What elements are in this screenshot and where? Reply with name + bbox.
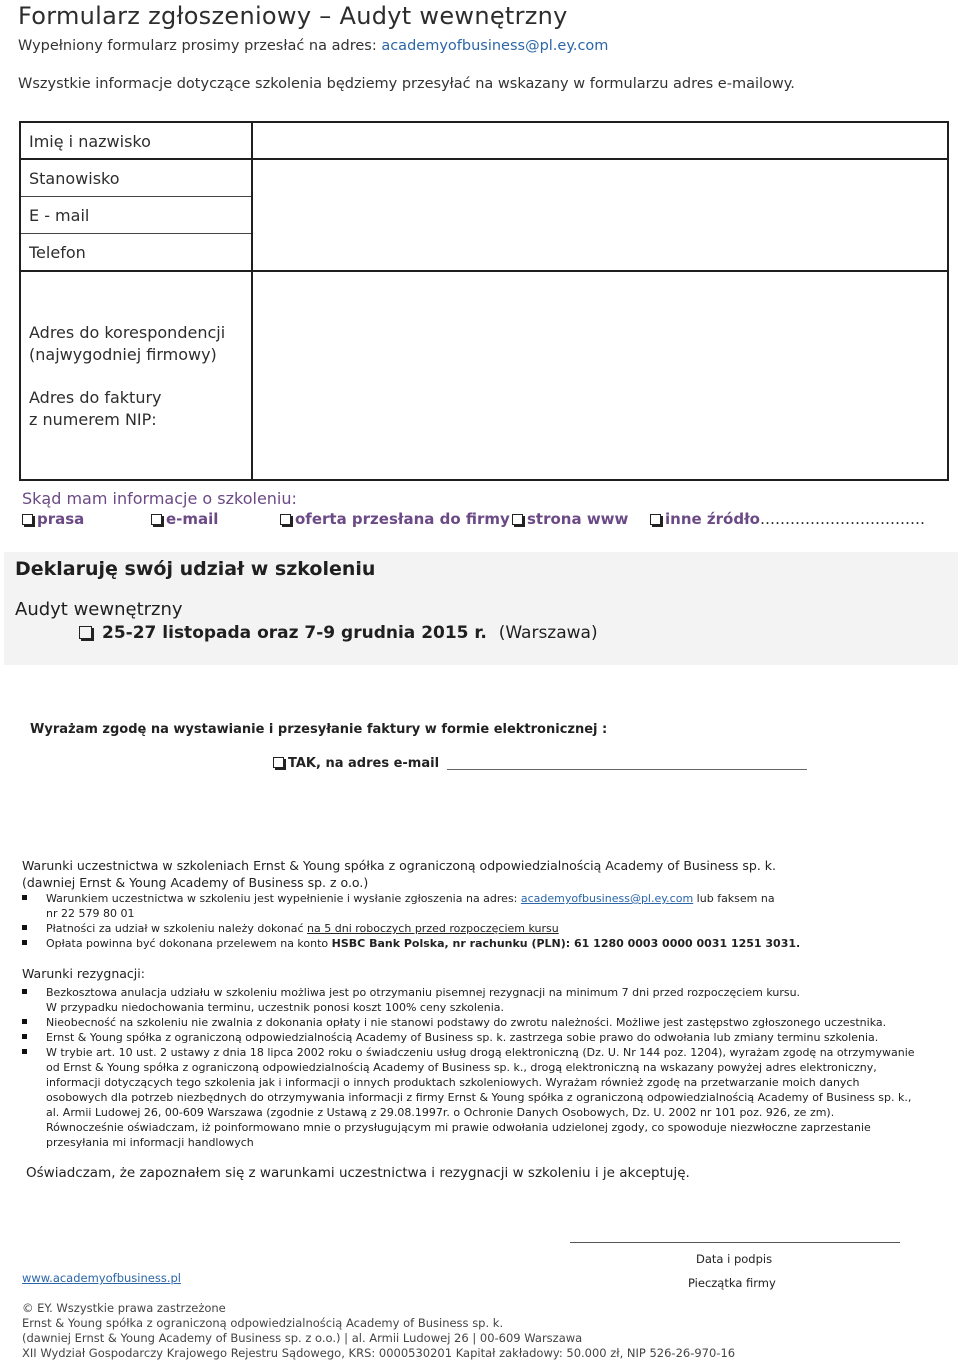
website-link[interactable]: www.academyofbusiness.pl — [22, 1271, 181, 1285]
checkbox-icon — [79, 626, 92, 639]
form-row-divider — [21, 196, 251, 197]
resignation-item — [22, 985, 952, 1015]
position-email-phone-field[interactable] — [253, 160, 947, 270]
checkbox-icon — [512, 514, 523, 525]
signature-line[interactable] — [570, 1242, 900, 1243]
invoice-consent-yes[interactable] — [273, 756, 439, 771]
condition-text: Płatności za udział w szkoleniu należy dokonać — [46, 922, 308, 935]
phone-label: Telefon — [29, 243, 86, 262]
course-city: (Warszawa) — [498, 623, 598, 643]
address-label-line: Adres do korespondencji — [29, 323, 226, 342]
source-option-website[interactable] — [512, 510, 628, 528]
source-option-label: oferta przesłana do firmy — [295, 510, 510, 528]
source-title: Skąd mam informacje o szkoleniu: — [22, 489, 297, 508]
course-date: 25-27 listopada oraz 7-9 grudnia 2015 r. — [102, 623, 487, 643]
checkbox-icon — [22, 514, 33, 525]
course-name: Audyt wewnętrzny — [15, 599, 183, 620]
resignation-item: Ernst & Young spółka z ograniczoną odpowiedzialnością Academy of Business sp. k. zastrzega sobie prawo do odwołania lub zmiany terminu szkolenia. — [22, 1030, 952, 1045]
send-instruction-text: Wypełniony formularz prosimy przesłać na adres: — [18, 38, 382, 54]
source-option-email[interactable] — [151, 510, 218, 528]
condition-text: Opłata powinna być dokonana przelewem na konto — [46, 937, 332, 950]
invoice-label-line: z numerem NIP: — [29, 410, 157, 429]
conditions-title-line: (dawniej Ernst & Young Academy of Business sp. z o.o.) — [22, 875, 369, 890]
address-label — [29, 322, 225, 366]
other-source-blank[interactable]: …………………………… — [759, 510, 925, 528]
conditions-title — [22, 857, 776, 891]
name-field[interactable] — [253, 123, 947, 158]
checkbox-icon — [650, 514, 661, 525]
declaration-title: Deklaruję swój udział w szkoleniu — [15, 558, 376, 580]
source-options — [22, 510, 952, 532]
condition-item — [22, 936, 952, 951]
date-signature-label: Data i podpis — [696, 1252, 773, 1266]
acceptance-statement: Oświadczam, że zapoznałem się z warunkami uczestnictwa i rezygnacji w szkoleniu i je akceptuję. — [26, 1165, 690, 1181]
source-option-label: prasa — [37, 510, 85, 528]
resignation-title: Warunki rezygnacji: — [22, 966, 145, 981]
checkbox-icon — [273, 757, 284, 768]
condition-text: nr 22 579 80 01 — [46, 907, 135, 920]
conditions-title-line: Warunki uczestnictwa w szkoleniach Ernst & Young spółka z ograniczoną odpowiedzialnością Academy of Business sp. k. — [22, 858, 777, 873]
conditions-email-link[interactable]: academyofbusiness@pl.ey.com — [520, 892, 694, 905]
resignation-item: Nieobecność na szkoleniu nie zwalnia z dokonania opłaty i nie stanowi podstawy do zwrotu należności. Możliwe jest zastępstwo zgłoszonego uczestnika. — [22, 1015, 952, 1030]
source-option-press[interactable] — [22, 510, 84, 528]
address-field[interactable] — [253, 272, 947, 479]
resignation-list — [22, 985, 952, 1150]
email-label: E - mail — [29, 206, 90, 225]
condition-text: lub faksem na — [693, 892, 775, 905]
resignation-text: W trybie art. 10 ust. 2 ustawy z dnia 18 lipca 2002 roku o świadczeniu usług drogą elektroniczną (Dz. U. Nr 144 poz. 1204), wyrażam zgodę na otrzymywanie — [46, 1046, 915, 1059]
resignation-text: W przypadku niedochowania terminu, uczestnik ponosi koszt 100% ceny szkolenia. — [46, 1001, 505, 1014]
resignation-item — [22, 1045, 952, 1150]
source-option-label: strona www — [527, 510, 629, 528]
source-option-offer[interactable] — [280, 510, 510, 528]
send-instruction — [18, 38, 608, 54]
invoice-label — [29, 387, 162, 431]
conditions-list — [22, 891, 952, 951]
invoice-email-blank[interactable] — [447, 769, 807, 770]
invoice-consent-yes-label: TAK, na adres e-mail — [288, 756, 440, 771]
invoice-consent-text: Wyrażam zgodę na wystawianie i przesyłanie faktury w formie elektronicznej : — [30, 722, 608, 737]
condition-item — [22, 891, 952, 921]
checkbox-icon — [280, 514, 291, 525]
resignation-text: Równocześnie oświadczam, iż poinformowano mnie o przysługującym mi prawie odwołania udzielonej zgody, co spowoduje niezwłoczne zaprzestanie — [46, 1121, 871, 1134]
page-title: Formularz zgłoszeniowy – Audyt wewnętrzny — [18, 2, 568, 30]
footer — [22, 1301, 735, 1361]
resignation-text: Bezkosztowa anulacja udziału w szkoleniu możliwa jest po otrzymaniu pisemnej rezygnacji na minimum 7 dni przed rozpoczęciem kursu. — [46, 986, 801, 999]
company-address: (dawniej Ernst & Young Academy of Business sp. z o.o.) | al. Armii Ludowej 26 | 00-609 Warszawa — [22, 1331, 583, 1345]
condition-text: Warunkiem uczestnictwa w szkoleniu jest wypełnienie i wysłanie zgłoszenia na adres: — [46, 892, 521, 905]
checkbox-icon — [151, 514, 162, 525]
resignation-text: informacji dotyczących tego szkolenia jak i informacji o innych produktach szkoleniowych. Wyrażam również zgodę na przetwarzanie moich danych — [46, 1076, 860, 1089]
name-label: Imię i nazwisko — [29, 132, 151, 151]
invoice-label-line: Adres do faktury — [29, 388, 162, 407]
info-text: Wszystkie informacje dotyczące szkolenia będziemy przesyłać na wskazany w formularzu adres e-mailowy. — [18, 76, 795, 92]
position-label: Stanowisko — [29, 169, 120, 188]
condition-text: na 5 dni roboczych przed rozpoczęciem kursu — [307, 922, 559, 935]
source-option-label: e-mail — [166, 510, 219, 528]
resignation-text: od Ernst & Young spółka z ograniczoną odpowiedzialnością Academy of Business sp. k., drogą elektroniczną na wskazany powyżej adres elektroniczny, — [46, 1061, 877, 1074]
resignation-text: przesyłania mi informacji handlowych — [46, 1136, 254, 1149]
contact-email-link[interactable]: academyofbusiness@pl.ey.com — [381, 38, 609, 54]
bank-account: HSBC Bank Polska, nr rachunku (PLN): 61 1280 0003 0000 0031 1251 3031. — [331, 937, 801, 950]
company-stamp-label: Pieczątka firmy — [688, 1276, 776, 1290]
registration-form-table — [19, 121, 949, 481]
resignation-text: al. Armii Ludowej 26, 00-609 Warszawa (zgodnie z Ustawą z 29.08.1997r. o Ochronie Danych Osobowych, Dz. U. 2002 nr 101 poz. 926, ze zm). — [46, 1106, 835, 1119]
condition-item — [22, 921, 952, 936]
source-option-label: inne źródło — [665, 510, 760, 528]
resignation-text: osobowych dla potrzeb niezbędnych do otrzymywania informacji z firmy Ernst & Young spółka z ograniczoną odpowiedzialnością Academy of Business sp. k., — [46, 1091, 912, 1104]
course-date-option[interactable] — [79, 623, 598, 643]
form-row-divider — [21, 233, 251, 234]
copyright: © EY. Wszystkie prawa zastrzeżone — [22, 1301, 226, 1315]
company-registry: XII Wydział Gospodarczy Krajowego Rejestru Sądowego, KRS: 0000530201 Kapitał zakładowy: 50.000 zł, NIP 526-26-970-16 — [22, 1346, 736, 1360]
address-label-line: (najwygodniej firmowy) — [29, 345, 217, 364]
source-option-other[interactable] — [650, 510, 925, 528]
company-name: Ernst & Young spółka z ograniczoną odpowiedzialnością Academy of Business sp. k. — [22, 1316, 504, 1330]
